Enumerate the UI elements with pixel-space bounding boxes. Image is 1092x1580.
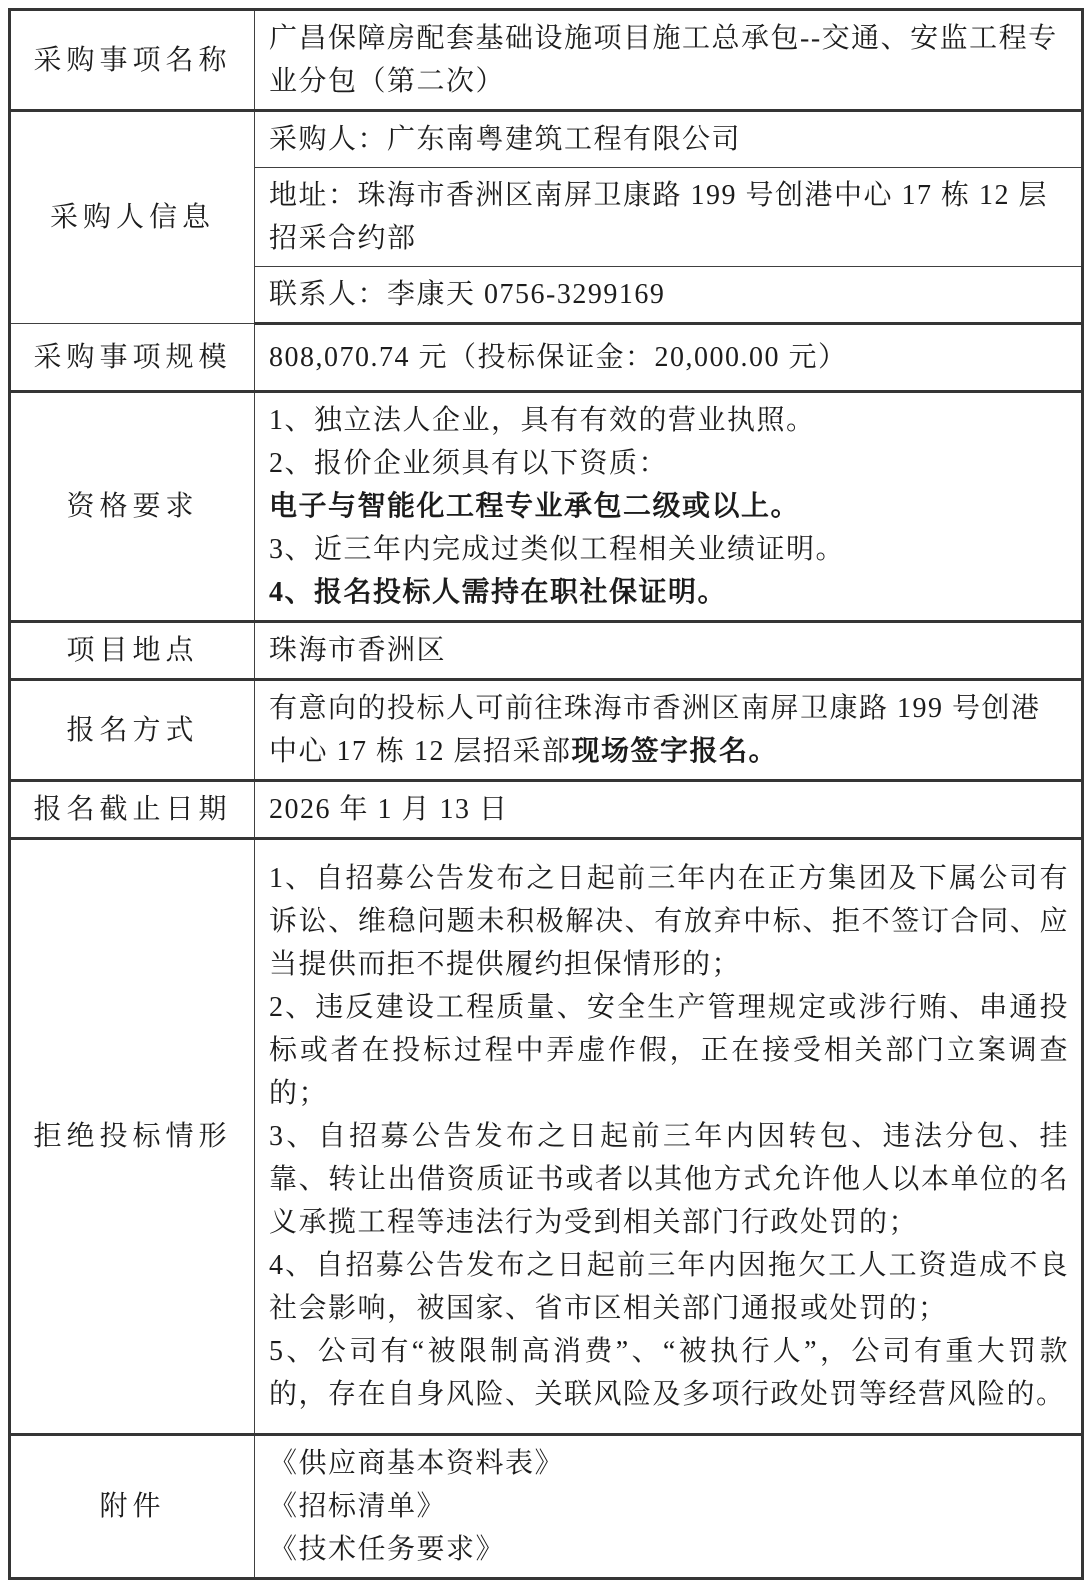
row-procurement-name (10, 10, 1083, 111)
registration-deadline-value: 2026 年 1 月 13 日 (255, 781, 1083, 839)
project-location-label: 项目地点 (10, 622, 255, 680)
registration-method-value (255, 680, 1083, 781)
attachments-label: 附件 (10, 1435, 255, 1579)
rejection-item-5: 5、公司有“被限制高消费”、“被执行人”，公司有重大罚款的，存在自身风险、关联风险及多项行政处罚等经营风险的。 (269, 1336, 1069, 1410)
row-project-location (10, 622, 1083, 680)
registration-method-text: 有意向的投标人可前往珠海市香洲区南屏卫康路 199 号创港中心 17 栋 12 层招采部 (269, 693, 1041, 767)
purchaser-name-value: 采购人：广东南粤建筑工程有限公司 (255, 111, 1083, 168)
row-attachments (10, 1435, 1083, 1579)
rejection-conditions-value (255, 839, 1083, 1435)
qualification-item-5: 4、报名投标人需持在职社保证明。 (269, 577, 728, 608)
qualification-value (255, 392, 1083, 622)
registration-deadline-label: 报名截止日期 (10, 781, 255, 839)
purchaser-address-value: 地址：珠海市香洲区南屏卫康路 199 号创港中心 17 栋 12 层招采合约部 (255, 168, 1083, 267)
row-registration-deadline (10, 781, 1083, 839)
procurement-table (8, 8, 1084, 1580)
registration-method-label: 报名方式 (10, 680, 255, 781)
qualification-item-2: 2、报价企业须具有以下资质： (269, 448, 669, 479)
row-rejection-conditions (10, 839, 1083, 1435)
qualification-item-3: 电子与智能化工程专业承包二级或以上。 (269, 491, 801, 522)
row-registration-method (10, 680, 1083, 781)
procurement-name-label: 采购事项名称 (10, 10, 255, 111)
attachments-value (255, 1435, 1083, 1579)
attachment-item-3: 《技术任务要求》 (269, 1534, 506, 1565)
rejection-conditions-label: 拒绝投标情形 (10, 839, 255, 1435)
attachment-item-2: 《招标清单》 (269, 1491, 447, 1522)
procurement-scale-label: 采购事项规模 (10, 324, 255, 392)
procurement-scale-value: 808,070.74 元（投标保证金：20,000.00 元） (255, 324, 1083, 392)
project-location-value: 珠海市香洲区 (255, 622, 1083, 680)
rejection-item-2: 2、违反建设工程质量、安全生产管理规定或涉行贿、串通投标或者在投标过程中弄虚作假，正在接受相关部门立案调查的； (269, 992, 1069, 1109)
row-purchaser-info (10, 111, 1083, 168)
purchaser-info-label: 采购人信息 (10, 111, 255, 324)
attachment-item-1: 《供应商基本资料表》 (269, 1448, 565, 1479)
row-qualification-requirements (10, 392, 1083, 622)
rejection-item-4: 4、自招募公告发布之日起前三年内因拖欠工人工资造成不良社会影响，被国家、省市区相关部门通报或处罚的； (269, 1250, 1069, 1324)
qualification-label: 资格要求 (10, 392, 255, 622)
qualification-item-4: 3、近三年内完成过类似工程相关业绩证明。 (269, 534, 846, 565)
registration-method-bold-text: 现场签字报名。 (571, 736, 779, 767)
rejection-item-1: 1、自招募公告发布之日起前三年内在正方集团及下属公司有诉讼、维稳问题未积极解决、有放弃中标、拒不签订合同、应当提供而拒不提供履约担保情形的； (269, 863, 1069, 980)
rejection-item-3: 3、自招募公告发布之日起前三年内因转包、违法分包、挂靠、转让出借资质证书或者以其他方式允许他人以本单位的名义承揽工程等违法行为受到相关部门行政处罚的； (269, 1121, 1069, 1238)
purchaser-contact-value: 联系人：李康天 0756-3299169 (255, 267, 1083, 324)
row-procurement-scale (10, 324, 1083, 392)
qualification-item-1: 1、独立法人企业，具有有效的营业执照。 (269, 405, 816, 436)
procurement-name-value: 广昌保障房配套基础设施项目施工总承包--交通、安监工程专业分包（第二次） (255, 10, 1083, 111)
